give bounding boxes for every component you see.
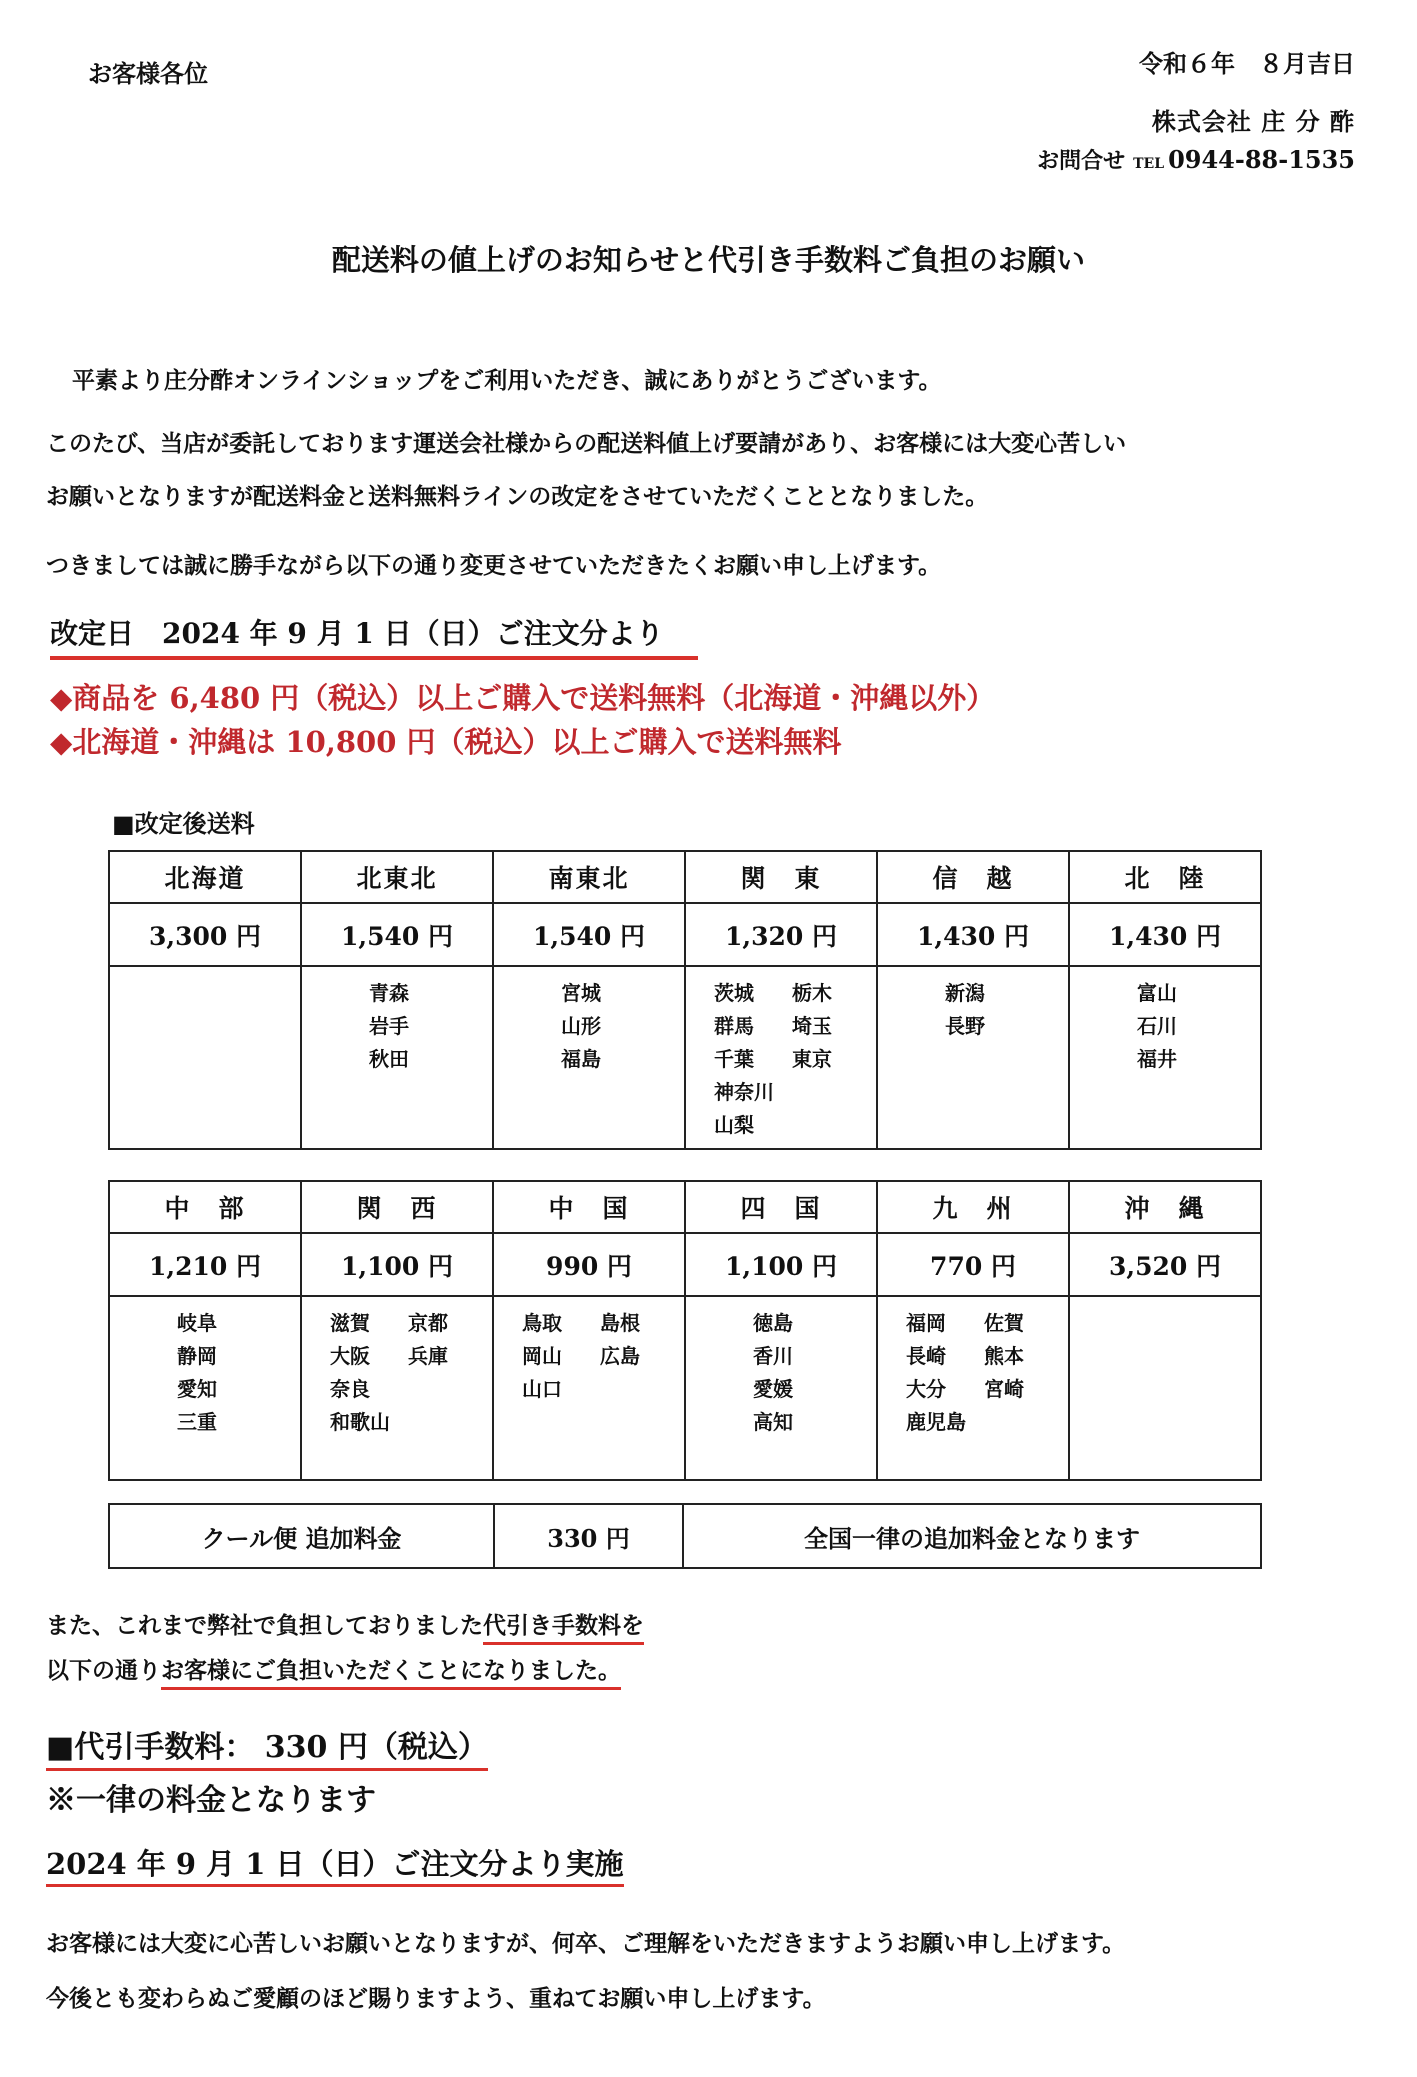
region-price: 1,210 円 (109, 1233, 301, 1296)
cod-fee-text: ■代引手数料： 330 円（税込） (46, 1730, 488, 1765)
rates-table-1-prefecture-row (109, 966, 1261, 1149)
prefecture-name: 兵庫 (408, 1344, 448, 1368)
region-prefectures (301, 966, 493, 1149)
region-name: 北東北 (301, 851, 493, 903)
prefecture-list (561, 977, 617, 1076)
prefecture-name: 鳥取 (522, 1311, 562, 1335)
region-prefectures (109, 966, 301, 1149)
region-prefectures (877, 966, 1069, 1149)
region-prefectures (493, 1296, 685, 1480)
contact-info (1037, 144, 1355, 175)
prefecture-name: 徳島 (753, 1311, 793, 1335)
region-name: 四 国 (685, 1181, 877, 1233)
cod-fee-heading (46, 1722, 488, 1766)
prefecture-row (177, 1307, 233, 1340)
prefecture-row (1137, 977, 1193, 1010)
prefecture-list (522, 1307, 656, 1406)
region-prefectures (301, 1296, 493, 1480)
region-prefectures (493, 966, 685, 1149)
prefecture-row (714, 1109, 848, 1142)
prefecture-list (369, 977, 425, 1076)
prefecture-name: 京都 (408, 1311, 448, 1335)
rates-table-1 (108, 850, 1262, 1150)
prefecture-name: 長野 (945, 1014, 985, 1038)
prefecture-name: 島根 (600, 1311, 640, 1335)
free-shipping-rule-2: ◆北海道・沖縄は 10,800 円（税込）以上ご購入で送料無料 (50, 725, 842, 759)
prefecture-name: 山形 (561, 1014, 601, 1038)
region-price: 1,540 円 (493, 903, 685, 966)
region-name: 信 越 (877, 851, 1069, 903)
prefecture-name: 石川 (1137, 1014, 1177, 1038)
cod-notice-line-2-text: 以下の通り (46, 1657, 161, 1684)
prefecture-name: 福岡 (906, 1311, 946, 1335)
page-title: 配送料の値上げのお知らせと代引き手数料ご負担のお願い (331, 243, 1086, 277)
prefecture-row (369, 977, 425, 1010)
prefecture-name: 大分 (906, 1377, 946, 1401)
region-price: 1,100 円 (685, 1233, 877, 1296)
region-name: 関 西 (301, 1181, 493, 1233)
prefecture-name: 三重 (177, 1410, 217, 1434)
region-price: 1,540 円 (301, 903, 493, 966)
prefecture-row (1137, 1010, 1193, 1043)
region-name: 北海道 (109, 851, 301, 903)
prefecture-name: 福島 (561, 1047, 601, 1071)
cool-delivery-note: 全国一律の追加料金となります (683, 1504, 1261, 1568)
prefecture-name: 富山 (1137, 981, 1177, 1005)
region-price: 1,430 円 (1069, 903, 1261, 966)
prefecture-name: 広島 (600, 1344, 640, 1368)
prefecture-name: 茨城 (714, 981, 754, 1005)
region-prefectures (877, 1296, 1069, 1480)
prefecture-name: 大阪 (330, 1344, 370, 1368)
prefecture-row (330, 1340, 464, 1373)
prefecture-row (753, 1340, 809, 1373)
prefecture-row (753, 1373, 809, 1406)
prefecture-name: 福井 (1137, 1047, 1177, 1071)
prefecture-name: 岩手 (369, 1014, 409, 1038)
prefecture-name: 和歌山 (330, 1410, 390, 1434)
prefecture-list (177, 1307, 233, 1439)
implementation-date-text: 2024 年 9 月 1 日（日）ご注文分より実施 (46, 1847, 624, 1881)
prefecture-name: 奈良 (330, 1377, 370, 1401)
prefecture-row (369, 1043, 425, 1076)
region-price: 3,300 円 (109, 903, 301, 966)
region-name: 中 部 (109, 1181, 301, 1233)
region-name: 関 東 (685, 851, 877, 903)
cod-notice-line-2-underlined: お客様にご負担いただくことになりました。 (161, 1657, 621, 1684)
prefecture-row (330, 1373, 464, 1406)
prefecture-row (714, 1010, 848, 1043)
prefecture-row (906, 1340, 1040, 1373)
prefecture-row (177, 1406, 233, 1439)
company-name: 株式会社 庄 分 酢 (1151, 107, 1355, 136)
cod-notice-line-1-text: また、これまで弊社で負担しておりました (46, 1612, 483, 1639)
free-shipping-rule-1: ◆商品を 6,480 円（税込）以上ご購入で送料無料（北海道・沖縄以外） (50, 681, 996, 715)
prefecture-name: 鹿児島 (906, 1410, 966, 1434)
prefecture-row (177, 1373, 233, 1406)
region-price: 1,320 円 (685, 903, 877, 966)
prefecture-row (906, 1373, 1040, 1406)
prefecture-name: 宮崎 (984, 1377, 1024, 1401)
prefecture-name: 栃木 (792, 981, 832, 1005)
rates-table-2-header-row (109, 1181, 1261, 1233)
prefecture-list (906, 1307, 1040, 1439)
region-price: 1,100 円 (301, 1233, 493, 1296)
intro-paragraph-1: 平素より庄分酢オンラインショップをご利用いただき、誠にありがとうございます。 (72, 367, 942, 394)
cod-notice-line-1-underlined: 代引き手数料を (483, 1612, 644, 1639)
effective-date-underline (50, 656, 698, 660)
cod-notice-line-2 (46, 1652, 621, 1685)
prefecture-row (945, 977, 1001, 1010)
prefecture-row (561, 1010, 617, 1043)
cool-delivery-price: 330 円 (494, 1504, 683, 1568)
rates-table-caption: ■改定後送料 (112, 809, 255, 838)
prefecture-row (714, 1043, 848, 1076)
cool-delivery-label: クール便 追加料金 (109, 1504, 494, 1568)
prefecture-name: 群馬 (714, 1014, 754, 1038)
prefecture-name: 埼玉 (792, 1014, 832, 1038)
prefecture-row (753, 1406, 809, 1439)
tel-number[interactable]: 0944-88-1535 (1168, 145, 1355, 174)
prefecture-row (330, 1406, 464, 1439)
prefecture-name: 山口 (522, 1377, 562, 1401)
region-name: 南東北 (493, 851, 685, 903)
prefecture-row (1137, 1043, 1193, 1076)
prefecture-row (177, 1340, 233, 1373)
prefecture-name: 岡山 (522, 1344, 562, 1368)
prefecture-list (714, 977, 848, 1142)
prefecture-name: 佐賀 (984, 1311, 1024, 1335)
intro-paragraph-2: このたび、当店が委託しております運送会社様からの配送料値上げ要請があり、お客様には大変心苦しい (46, 430, 1127, 457)
region-prefectures (685, 966, 877, 1149)
cod-flat-note: ※一律の料金となります (46, 1783, 376, 1818)
prefecture-name: 岐阜 (177, 1311, 217, 1335)
region-price: 1,430 円 (877, 903, 1069, 966)
prefecture-list (945, 977, 1001, 1043)
prefecture-row (330, 1307, 464, 1340)
rates-table-2 (108, 1180, 1262, 1481)
region-prefectures (685, 1296, 877, 1480)
rates-table-2-prefecture-row (109, 1296, 1261, 1480)
prefecture-name: 静岡 (177, 1344, 217, 1368)
prefecture-name: 山梨 (714, 1113, 754, 1137)
intro-paragraph-3: お願いとなりますが配送料金と送料無料ラインの改定をさせていただくこととなりました。 (46, 483, 989, 510)
prefecture-row (753, 1307, 809, 1340)
prefecture-name: 東京 (792, 1047, 832, 1071)
rates-table-1-header-row (109, 851, 1261, 903)
closing-paragraph-2: 今後とも変わらぬご愛顧のほど賜りますよう、重ねてお願い申し上げます。 (46, 1985, 826, 2012)
prefecture-row (945, 1010, 1001, 1043)
prefecture-name: 新潟 (945, 981, 985, 1005)
prefecture-list (753, 1307, 809, 1439)
prefecture-row (714, 977, 848, 1010)
prefecture-row (714, 1076, 848, 1109)
prefecture-name: 宮城 (561, 981, 601, 1005)
region-name: 北 陸 (1069, 851, 1261, 903)
prefecture-row (561, 1043, 617, 1076)
prefecture-row (561, 977, 617, 1010)
prefecture-name: 秋田 (369, 1047, 409, 1071)
region-price: 990 円 (493, 1233, 685, 1296)
region-prefectures (109, 1296, 301, 1480)
rates-table-2-price-row (109, 1233, 1261, 1296)
prefecture-row (522, 1340, 656, 1373)
issue-date: 令和６年 ８月吉日 (1139, 49, 1355, 78)
closing-paragraph-1: お客様には大変に心苦しいお願いとなりますが、何卒、ご理解をいただきますようお願い申し上げます。 (46, 1930, 1126, 1957)
prefecture-name: 熊本 (984, 1344, 1024, 1368)
implementation-date (46, 1842, 624, 1883)
prefecture-name: 高知 (753, 1410, 793, 1434)
prefecture-name: 愛媛 (753, 1377, 793, 1401)
intro-paragraph-4: つきましては誠に勝手ながら以下の通り変更させていただきたくお願い申し上げます。 (46, 552, 942, 579)
prefecture-row (906, 1307, 1040, 1340)
prefecture-name: 滋賀 (330, 1311, 370, 1335)
prefecture-name: 愛知 (177, 1377, 217, 1401)
rates-table-1-price-row (109, 903, 1261, 966)
region-name: 中 国 (493, 1181, 685, 1233)
addressee: お客様各位 (88, 59, 208, 88)
cod-notice-line-1 (46, 1607, 644, 1640)
prefecture-name: 神奈川 (714, 1080, 774, 1104)
region-price: 770 円 (877, 1233, 1069, 1296)
cool-delivery-row (109, 1504, 1261, 1568)
prefecture-row (906, 1406, 1040, 1439)
prefecture-name: 青森 (369, 981, 409, 1005)
region-name: 九 州 (877, 1181, 1069, 1233)
prefecture-name: 千葉 (714, 1047, 754, 1071)
prefecture-row (369, 1010, 425, 1043)
region-name: 沖 縄 (1069, 1181, 1261, 1233)
prefecture-row (522, 1307, 656, 1340)
tel-label: TEL (1133, 156, 1165, 172)
prefecture-list (1137, 977, 1193, 1076)
region-prefectures (1069, 966, 1261, 1149)
prefecture-row (522, 1373, 656, 1406)
region-price: 3,520 円 (1069, 1233, 1261, 1296)
region-prefectures (1069, 1296, 1261, 1480)
prefecture-name: 香川 (753, 1344, 793, 1368)
contact-label: お問合せ (1037, 148, 1126, 174)
cool-delivery-table (108, 1503, 1262, 1569)
effective-date-heading: 改定日 2024 年 9 月 1 日（日）ご注文分より (50, 617, 664, 650)
prefecture-list (330, 1307, 464, 1439)
prefecture-name: 長崎 (906, 1344, 946, 1368)
